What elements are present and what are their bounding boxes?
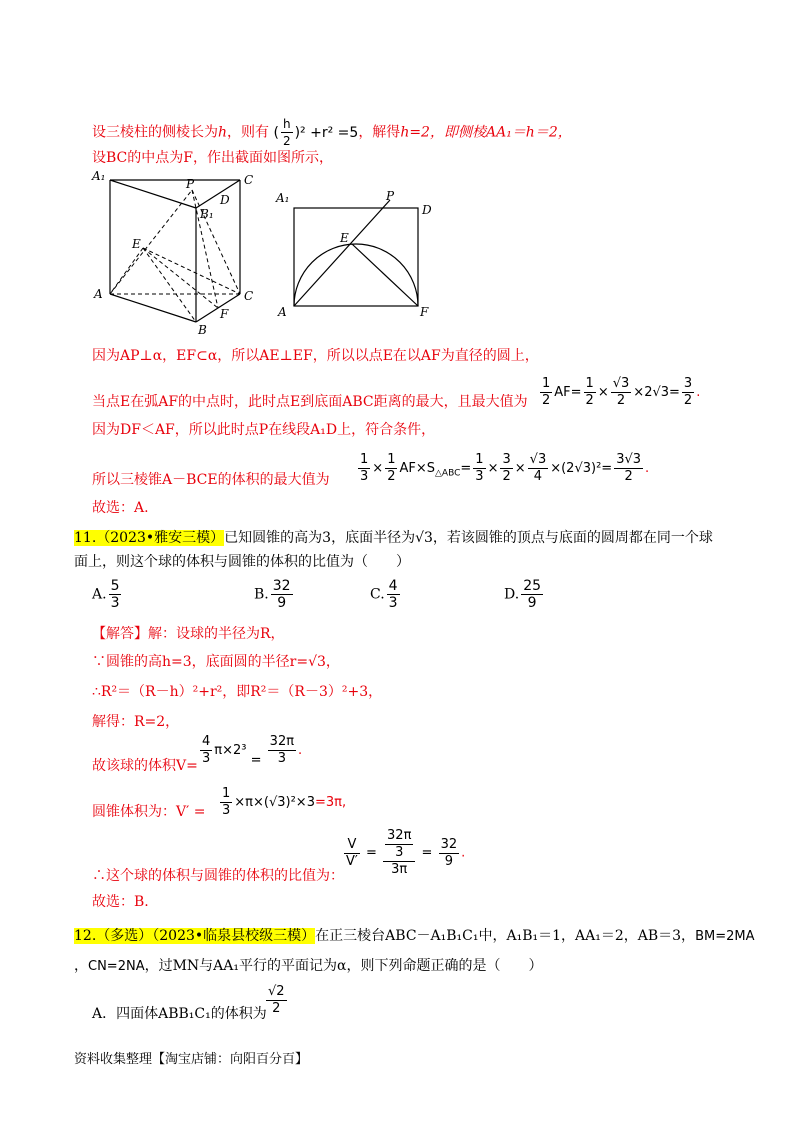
q12-line2: ，CN=2NA，过MN与AA₁平行的平面记为α，则下列命题正确的是（ ）: [74, 958, 543, 974]
section-figure: [272, 186, 442, 326]
footer-note: 资料收集整理【淘宝店铺：向阳百分百】: [74, 1052, 309, 1067]
q11-number: 11.: [74, 530, 97, 546]
label2-E: E: [340, 231, 349, 245]
q11-option-c: C. $\frac{4}{3}$: [370, 578, 398, 611]
sol10-line7: 故选：A.: [92, 500, 149, 516]
label2-P: P: [386, 189, 395, 203]
sol11-formula6: $\frac{1}{3}$ ×π×(√3)²×3=3π,: [222, 786, 347, 818]
q11-option-a: A. $\frac{5}{3}$: [92, 578, 120, 611]
label2-D: D: [422, 203, 432, 217]
label-C-top: C: [244, 173, 254, 187]
q11-line2: 面上，则这个球的体积与圆锥的体积的比值为（ ）: [74, 554, 410, 570]
label-A1: A₁: [92, 169, 106, 183]
label-F: F: [220, 307, 229, 321]
sol11-line6: 圆锥体积为：V′ =: [92, 804, 206, 820]
label-P: P: [186, 177, 195, 191]
sol10-line6: 所以三棱锥A－BCE的体积的最大值为: [92, 472, 330, 488]
sol10-line2: 设BC的中点为F，作出截面如图所示，: [92, 150, 333, 166]
q12-text1: 在正三棱台ABC－A₁B₁C₁中，A₁B₁＝1，AA₁＝2，AB＝3，: [315, 928, 696, 944]
sol10-line4: 当点E在弧AF的中点时，此时点E到底面ABC距离的最大，且最大值为: [92, 394, 528, 410]
sol10-line5: 因为DF＜AF，所以此时点P在线段A₁D上，符合条件，: [92, 422, 436, 438]
sol11-line4: 解得：R=2，: [92, 714, 180, 730]
sol11-formula5: $\frac{4}{3}$ π×2³ = $\frac{32\pi}{3}$ .: [202, 734, 303, 768]
label-D: D: [220, 193, 230, 207]
q12-option-a-value: $\frac{√2}{2}$: [268, 984, 285, 1016]
label2-F: F: [420, 305, 429, 319]
sol10-formula4: $\frac{1}{2}$ AF= $\frac{1}{2}$ × $\frac{√3}{2}$ ×2√3= $\frac{3}{2}$ .: [542, 376, 701, 408]
prism-figure: [88, 168, 268, 340]
label-E: E: [132, 237, 141, 251]
label2-A: A: [278, 305, 287, 319]
sol10-line3: 因为AP⊥α，EF⊂α，所以AE⊥EF，所以以点E在以AF为直径的圆上，: [92, 348, 539, 364]
q11-source: （2023•雅安三模）: [96, 530, 225, 546]
label2-A1: A₁: [276, 191, 290, 205]
q12-vector1: BM=2MA: [695, 929, 755, 944]
q11-option-b: B. $\frac{32}{9}$: [254, 578, 291, 611]
q12-line1: [74, 926, 754, 947]
label-B1: B₁: [200, 207, 214, 221]
sol11-line7: ∴这个球的体积与圆锥的体积的比值为：: [92, 868, 344, 884]
label-C: C: [244, 289, 254, 303]
q12-vector2: CN=2NA: [88, 959, 145, 974]
q11-text1: 已知圆锥的高为3，底面半径为√3，若该圆锥的顶点与底面的圆周都在同一个球: [224, 530, 713, 546]
sol11-line5: 故该球的体积V=: [92, 758, 198, 774]
q12-number: 12.: [74, 928, 97, 944]
sol11-line8: 故选：B.: [92, 894, 149, 910]
q12-option-a: A．四面体ABB₁C₁的体积为: [92, 1006, 267, 1022]
q11-line1: [74, 528, 713, 548]
q12-tag: （多选）: [96, 928, 153, 944]
q11-option-d: D. $\frac{25}{9}$: [504, 578, 542, 611]
label-B: B: [198, 323, 207, 337]
sol11-line2: ∵圆锥的高h=3，底面圆的半径r=√3，: [92, 654, 340, 670]
sol11-line1: 【解答】解：设球的半径为R，: [92, 626, 285, 642]
sol11-line3: ∴R²＝（R－h）²+r²，即R²＝（R－3）²+3，: [92, 684, 383, 700]
label-A: A: [94, 287, 103, 301]
sol10-formula6: $\frac{1}{3}$ × $\frac{1}{2}$ $AF\times S_{\triangle ABC}=$ $\frac{1}{3}$ × $\frac{3}{2}$ × $\frac{√3}{4}$ ×(2√3)²= $\frac{3√3}{2}$ .: [360, 452, 650, 484]
sol10-line1: 设三棱柱的侧棱长为h，则有 ( $\frac{h}{2}$ )² +r² =5，解得h=2，即侧棱AA₁＝h＝2，: [92, 117, 572, 148]
q12-source: （2023•临泉县校级三模）: [152, 928, 316, 944]
sol11-formula7: $\frac{V}{V'}$ = $\frac{\frac{32\pi}{3}}{3\pi}$ = $\frac{32}{9}$ .: [346, 828, 466, 877]
